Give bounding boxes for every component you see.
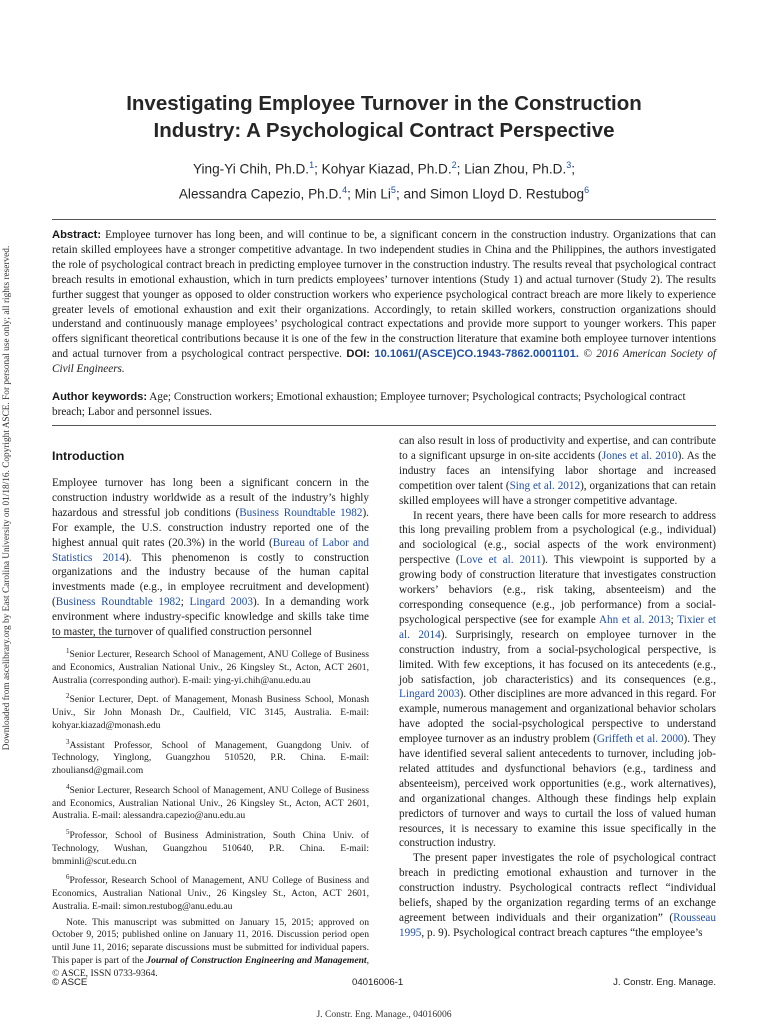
author-1: Ying-Yi Chih, Ph.D. bbox=[192, 161, 310, 177]
footnote-text: Assistant Professor, School of Management, Guangdong Univ. of Technology, Yinglong, Guangzhou 510520, P.R. China. E-mail: zhouliansd@gmail.com bbox=[52, 739, 369, 777]
footnote-6 bbox=[52, 871, 369, 913]
footnote-marker: 1 bbox=[66, 647, 70, 655]
author-line1: Ying-Yi Chih, Ph.D.$^1$; Kohyar Kiazad, Ph.D.$^2$; Lian Zhou, Ph.D.$^3$; bbox=[192, 160, 576, 177]
abstract-label: Abstract: bbox=[52, 229, 102, 241]
citation-link[interactable]: Lingard 2003 bbox=[399, 688, 460, 701]
abstract-text: Employee turnover has long been, and will continue to be, a significant concern in the construction industry. Organizations that can retain skilled employees have a stronger competitive advantage. In two independent studies in China and the Philippines, the authors investigated the role of psychological contract breach in predicting employee turnover in the construction industry. The results reveal that psychological contract breach results in emotional exhaustion, which in turn predicts employees’ turnover intentions (Study 1) and actual turnover (Study 2). The results further suggest that younger as opposed to older construction workers who experience psychological contract breach are more likely to experience greater levels of emotional exhaustion and exit their organizations. Accordingly, to retain skilled workers, construction organizations should understand and continuously manage employees’ psychological contract expectations and provide more support to younger workers. This paper offers significant theoretical contributions because it is one of the few in the construction literature that examine both employee turnover intentions and actual turnover from a psychological contract perspective. bbox=[52, 229, 716, 361]
author-5-affil-link[interactable]: 5 bbox=[390, 184, 396, 195]
doi-link[interactable]: 10.1061/(ASCE)CO.1943-7862.0001101. bbox=[374, 348, 579, 361]
author-2: Kohyar Kiazad, Ph.D. bbox=[321, 161, 452, 177]
citation-link[interactable]: Business Roundtable 1982 bbox=[55, 596, 181, 609]
citation-link[interactable]: Love et al. 2011 bbox=[459, 554, 542, 567]
body-text: ), organizations that can retain skilled employees will have a stronger competitive advantage. bbox=[399, 479, 716, 507]
body-text: ). This phenomenon is costly to construction organizations and the industry because of the human capital investments made (e.g., in employee recruitment and development) ( bbox=[52, 551, 369, 609]
paper-title bbox=[60, 90, 708, 144]
body-text: ). Surprisingly, research on employee turnover in the construction industry, from a social-psychological perspective, is limited. With few exceptions, it has focused on its antecedents (e.g., job satisfaction, job characteristics) and its consequences (e.g., bbox=[399, 628, 716, 686]
body-text: ). For example, the U.S. construction industry reported one of the highest annual quit rates (20.3%) in the world ( bbox=[52, 506, 369, 549]
citation-link[interactable]: Rousseau 1995 bbox=[399, 912, 716, 939]
keywords-text: Age; Construction workers; Emotional exhaustion; Employee turnover; Psychological contracts; Psychological contract breach; Labor and personnel issues. bbox=[52, 391, 686, 418]
footer-page-id: 04016006-1 bbox=[352, 977, 404, 988]
abstract-copyright: © 2016 American Society of Civil Engineers. bbox=[52, 348, 717, 376]
footnote-1 bbox=[52, 645, 369, 687]
abstract-top-rule bbox=[52, 219, 716, 220]
note-text: , © ASCE, ISSN 0733-9364. bbox=[52, 954, 369, 979]
body-text: ; bbox=[180, 596, 190, 609]
author-2-affil-link[interactable]: 2 bbox=[451, 160, 457, 170]
footnote-marker: 6 bbox=[66, 873, 70, 882]
intro-paragraph-1 bbox=[52, 476, 369, 640]
abstract-bottom-rule bbox=[52, 425, 716, 426]
citation-link[interactable]: Tixier et al. 2014 bbox=[399, 613, 717, 641]
body-text: Employee turnover has long been a significant concern in the construction industry worldwide as a result of the industry’s highly hazardous and stressful job conditions ( bbox=[52, 477, 369, 519]
footnote-2 bbox=[52, 690, 369, 732]
citation-link[interactable]: Lingard 2003 bbox=[189, 596, 253, 609]
footnote-text: Professor, Research School of Management, ANU College of Business and Economics, Australian National Univ., 26 Kingsley St., Acton, ACT 2601, Australia. E-mail: simon.restubog@anu.edu.au bbox=[52, 875, 369, 913]
download-notice bbox=[0, 228, 14, 768]
footnotes bbox=[52, 645, 369, 983]
author-1-affil-link[interactable]: 1 bbox=[309, 160, 315, 170]
intro-paragraph-2 bbox=[399, 509, 716, 852]
citation-link[interactable]: Bureau of Labor and Statistics 2014 bbox=[52, 536, 369, 564]
body-text: ; bbox=[670, 613, 678, 626]
footnote-text: Senior Lecturer, Research School of Management, ANU College of Business and Economics, Australian National Univ., 26 Kingsley St., Acton, ACT 2601, Australia. E-mail: alessandra.capezio@anu.edu.au bbox=[52, 785, 369, 822]
abstract bbox=[52, 228, 716, 377]
footnote-marker: 3 bbox=[66, 737, 70, 746]
citation-link[interactable]: Griffeth et al. 2000 bbox=[596, 733, 684, 746]
body-text: ). They have identified several salient antecedents to turnover, including job-related attitudes and dysfunctional behaviors (e.g., tardiness and absenteeism), perceived work opportunities (e.g., work alternatives), and organizational changes. Although these findings help explain predictors of turnover and ways to curtail the loss of valued human resources, it is necessary to examine this issue specifically in the construction industry. bbox=[399, 733, 716, 850]
footnote-5 bbox=[52, 826, 369, 868]
paper-title-line1: Investigating Employee Turnover in the Construction bbox=[126, 92, 642, 115]
body-text: ). As the industry faces an intensifying labor shortage and increased competition over talent ( bbox=[399, 449, 716, 492]
author-keywords bbox=[52, 390, 716, 420]
intro-paragraph-1-cont bbox=[399, 434, 716, 509]
journal-name: Journal of Construction Engineering and Management bbox=[146, 954, 367, 966]
body-text: ). In a demanding work environment where industry-specific knowledge and skills take time to master, the turnover of qualified construction personnel bbox=[52, 596, 369, 639]
download-notice-text: Downloaded from ascelibrary.org by East Carolina University on 01/18/16. Copyright ASCE. For personal use only; all rights reserved. bbox=[2, 245, 12, 751]
citation-link[interactable]: Business Roundtable 1982 bbox=[239, 506, 363, 519]
author-4: Alessandra Capezio, Ph.D. bbox=[178, 186, 343, 202]
author-list bbox=[60, 155, 708, 204]
left-column bbox=[52, 448, 369, 640]
note-text: Note. This manuscript was submitted on January 15, 2015; approved on October 9, 2015; published online on January 11, 2016. Discussion period open until June 11, 2016; separate discussions must be submitted for individual papers. This paper is part of the bbox=[52, 916, 369, 966]
footnote-text: Senior Lecturer, Dept. of Management, Monash Business School, Monash Univ., Sir John Monash Dr., Caulfield, VIC 3145, Australia. E-mail: kohyar.kiazad@monash.edu bbox=[52, 694, 369, 731]
citation-link[interactable]: Ahn et al. 2013 bbox=[598, 613, 671, 626]
body-text: ). Other disciplines are more advanced in this regard. For example, numerous management and organizational behavior scholars have adopted the social-psychological perspective to understand employee turnover as an industry problem ( bbox=[399, 688, 716, 746]
footnote-text: Senior Lecturer, Research School of Management, ANU College of Business and Economics, Australian National Univ., 26 Kingsley St., Acton, ACT 2601, Australia (corresponding author). E-mail: ying-yi.chih@anu.edu.au bbox=[52, 649, 369, 686]
author-4-affil-link[interactable]: 4 bbox=[342, 184, 348, 195]
footnote-marker: 5 bbox=[66, 828, 70, 837]
author-3-affil-link[interactable]: 3 bbox=[566, 160, 572, 170]
footnote-3 bbox=[52, 736, 369, 778]
footnote-marker: 2 bbox=[66, 692, 70, 701]
author-5: Min Li bbox=[354, 186, 391, 202]
footer-copyright: © ASCE bbox=[52, 977, 88, 988]
right-column bbox=[399, 434, 716, 941]
body-text: , p. 9). Psychological contract breach captures “the employee’s bbox=[421, 926, 703, 939]
author-6-affil-link[interactable]: 6 bbox=[584, 184, 590, 195]
body-text: ). This viewpoint is supported by a growing body of construction literature that investigates construction workers’ behaviors (e.g., risk taking, absenteeism) and the corresponding consequence (e.g., job performance) from a social-psychological perspective (see for example bbox=[399, 554, 716, 626]
submission-note bbox=[52, 917, 369, 981]
body-text: can also result in loss of productivity and expertise, and can contribute to a significant upsurge in on-site accidents ( bbox=[399, 435, 716, 462]
footnote-rule bbox=[52, 637, 132, 638]
author-line2: Alessandra Capezio, Ph.D.$^4$; Min Li$^5$; and Simon Lloyd D. Restubog$^6$ bbox=[178, 184, 590, 202]
citation-footer: J. Constr. Eng. Manage., 04016006 bbox=[316, 1009, 452, 1020]
footnote-4 bbox=[52, 781, 369, 823]
paper-title-line2: Industry: A Psychological Contract Perspective bbox=[153, 119, 615, 142]
footer-journal: J. Constr. Eng. Manage. bbox=[613, 977, 716, 988]
citation-link[interactable]: Jones et al. 2010 bbox=[601, 449, 678, 462]
author-3: Lian Zhou, Ph.D. bbox=[464, 161, 567, 177]
author-6: and Simon Lloyd D. Restubog bbox=[403, 186, 585, 202]
intro-paragraph-3 bbox=[399, 851, 716, 940]
doi-label: DOI: bbox=[346, 348, 370, 361]
keywords-label: Author keywords: bbox=[52, 391, 148, 403]
body-text: In recent years, there have been calls for more research to address this long prevailing problem from a psychological (e.g., individual) and sociological (e.g., social aspects of the work environment) perspective ( bbox=[399, 509, 716, 567]
citation-link[interactable]: Sing et al. 2012 bbox=[509, 479, 581, 492]
body-text: The present paper investigates the role of psychological contract breach in predicting emotional exhaustion and turnover in the construction industry. Psychological contracts reflect “individual beliefs, shaped by the organization regarding terms of an exchange agreement between individuals and their organization” ( bbox=[399, 852, 716, 924]
footnote-text: Professor, School of Business Administration, South China Univ. of Technology, Wushan, Guangzhou 510640, P.R. China. E-mail: bmminli@scut.edu.cn bbox=[52, 830, 369, 867]
section-heading-introduction: Introduction bbox=[52, 449, 125, 463]
footnote-marker: 4 bbox=[66, 782, 70, 791]
